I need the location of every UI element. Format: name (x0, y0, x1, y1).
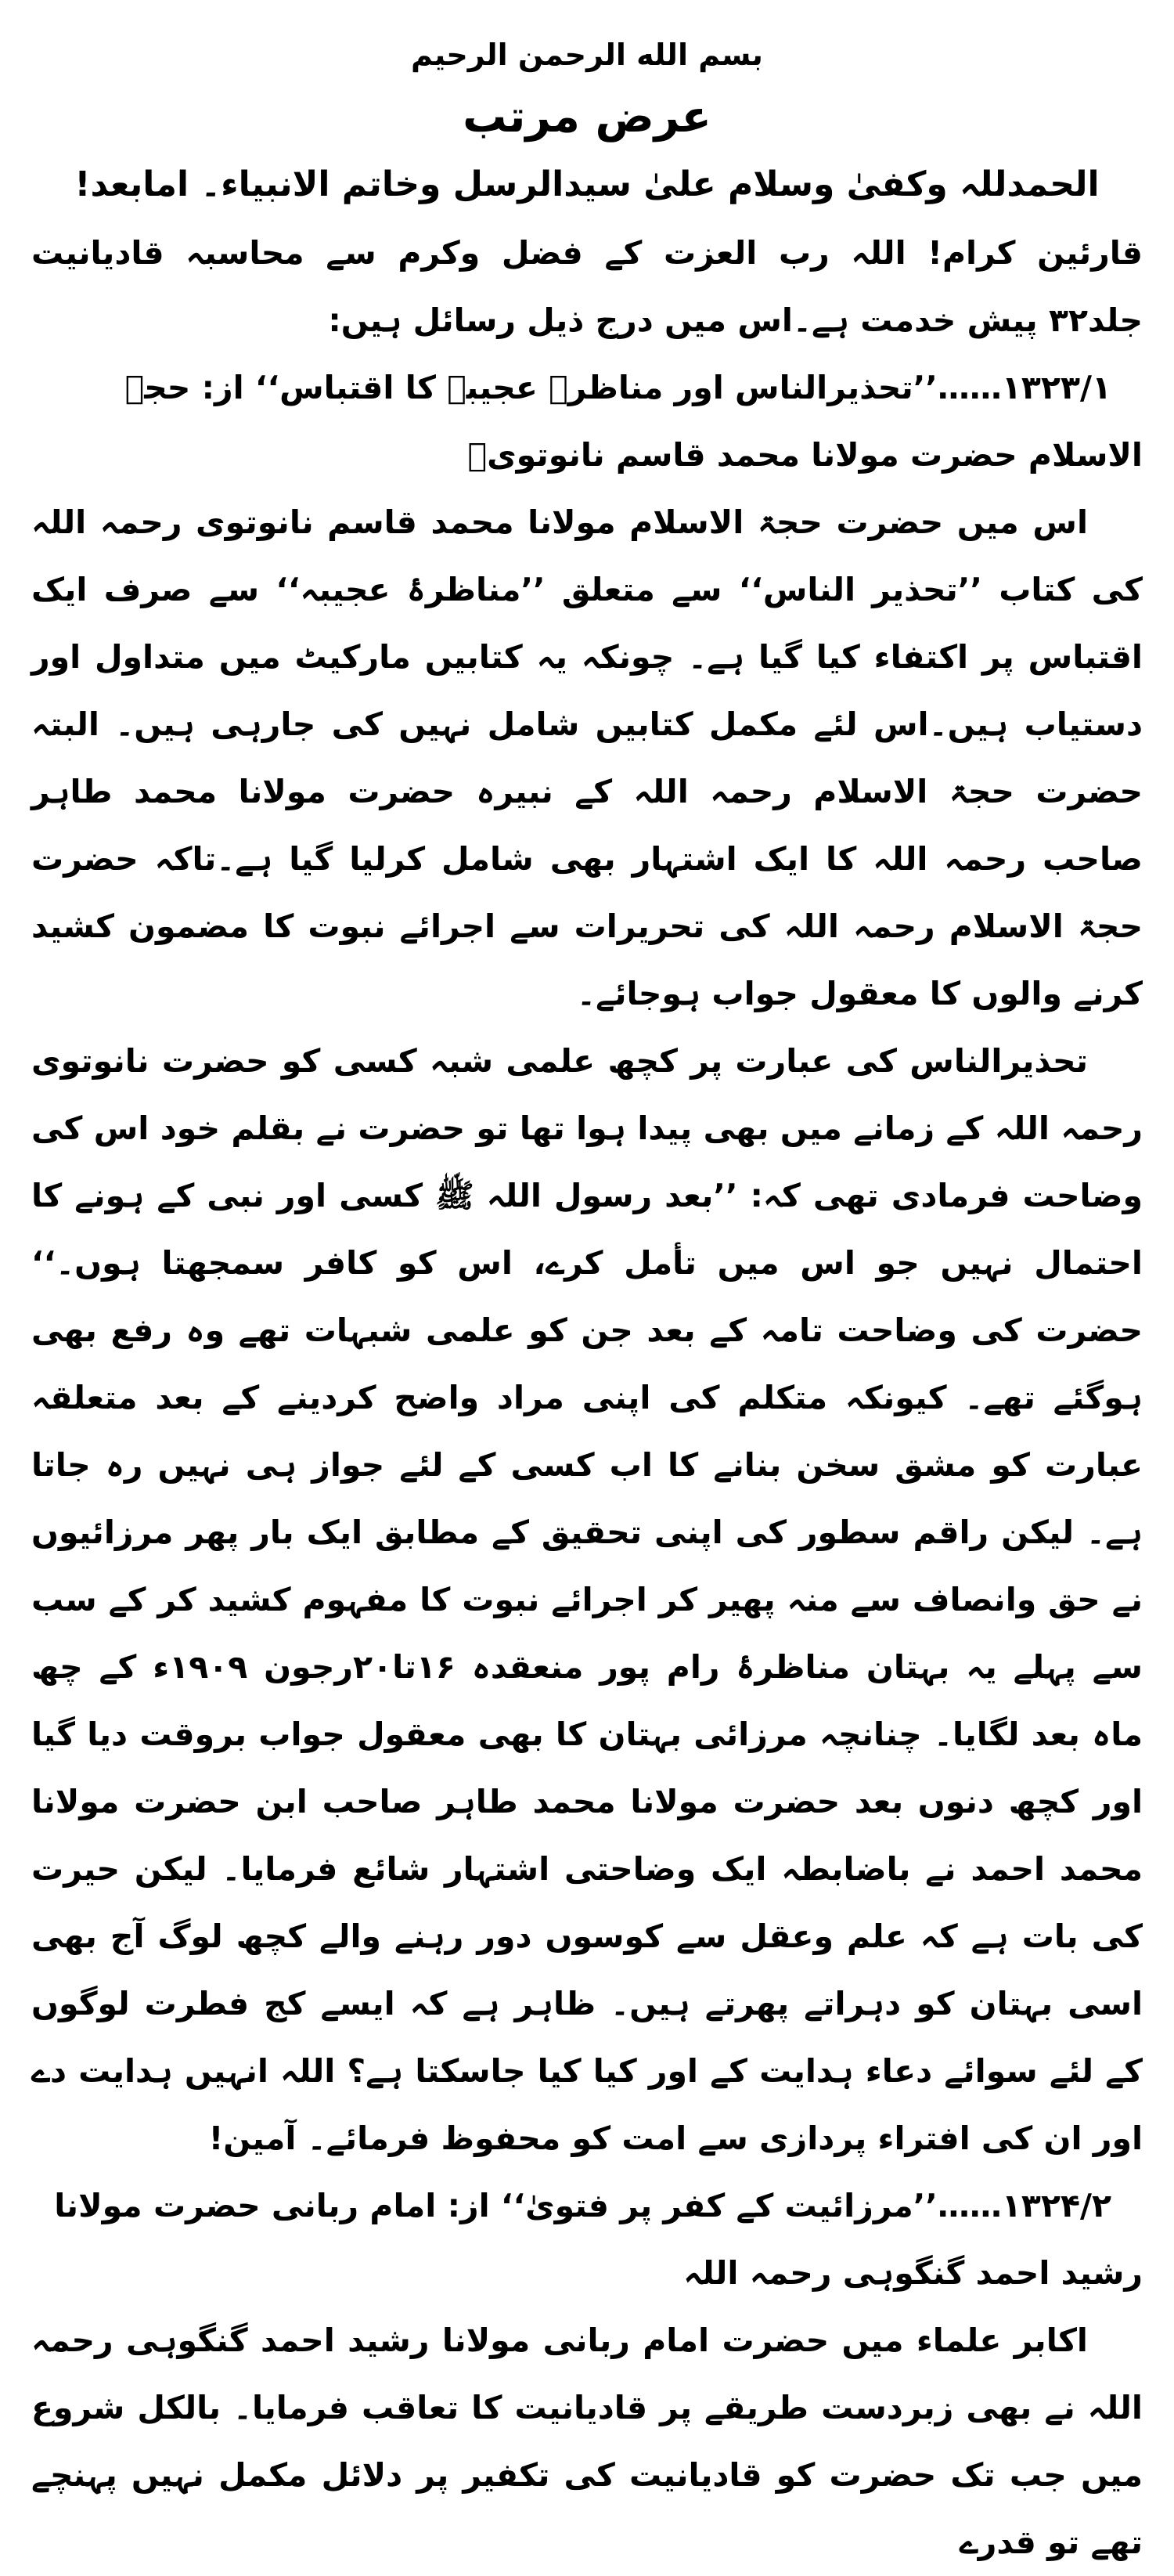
item-2-paragraph-1: اکابر علماء میں حضرت امام ربانی مولانا رشید احمد گنگوہی رحمہ اللہ نے بھی زبردست طریقے پر قادیانیت کا تعاقب فرمایا۔ بالکل شروع میں جب تک حضرت کو قادیانیت کی تکفیر پر دلائل مکمل نہیں پہنچے تھے تو قدرے (31, 2322, 1143, 2561)
item-1-title: ۱۳۲۳/۱……’’تحذیرالناس اور مناظرہ عجیبہ کا اقتباس‘‘ از: حجۃ الاسلام حضرت مولانا محمد قاسم نانوتویؒ (124, 369, 1143, 474)
item-1-paragraph-1: اس میں حضرت حجۃ الاسلام مولانا محمد قاسم نانوتوی رحمہ اللہ کی کتاب ’’تحذیر الناس‘‘ سے متعلق ’’مناظرۂ عجیبہ‘‘ سے صرف ایک اقتباس پر اکتفاء کیا گیا ہے۔ چونکہ یہ کتابیں مارکیٹ میں متداول اور دستیاب ہیں۔اس لئے مکمل کتابیں شامل نہیں کی جارہی ہیں۔ البتہ حضرت حجۃ الاسلام رحمہ اللہ کے نبیرہ حضرت مولانا محمد طاہر صاحب رحمہ اللہ کا ایک اشتہار بھی شامل کرلیا گیا ہے۔تاکہ حضرت حجۃ الاسلام رحمہ اللہ کی تحریرات سے اجرائے نبوت کا مضمون کشید کرنے والوں کا معقول جواب ہوجائے۔ (31, 503, 1143, 1012)
salutation-line: الحمدللہ وکفیٰ وسلام علیٰ سیدالرسل وخاتم الانبیاء۔ امابعد! (74, 164, 1100, 204)
page-title: عرض مرتب (463, 92, 711, 143)
bismillah-calligraphy: بسم الله الرحمن الرحیم (411, 38, 763, 72)
document-page (31, 31, 1143, 2561)
intro-paragraph: قارئین کرام! اللہ رب العزت کے فضل وکرم سے محاسبہ قادیانیت جلد۳۲ پیش خدمت ہے۔اس میں درج ذیل رسائل ہیں: (31, 234, 1143, 339)
item-2-title: ۱۳۲۴/۲……’’مرزائیت کے کفر پر فتویٰ‘‘ از: امام ربانی حضرت مولانا رشید احمد گنگوہی رحمہ اللہ (54, 2187, 1143, 2292)
item-1-paragraph-2: تحذیرالناس کی عبارت پر کچھ علمی شبہ کسی کو حضرت نانوتوی رحمہ اللہ کے زمانے میں بھی پیدا ہوا تھا تو حضرت نے بقلم خود اس کی وضاحت فرمادی تھی کہ: ’’بعد رسول اللہ ﷺ کسی اور نبی کے ہونے کا احتمال نہیں جو اس میں تأمل کرے، اس کو کافر سمجھتا ہوں۔‘‘ حضرت کی وضاحت تامہ کے بعد جن کو علمی شبہات تھے وہ رفع بھی ہوگئے تھے۔ کیونکہ متکلم کی اپنی مراد واضح کردینے کے بعد متعلقہ عبارت کو مشق سخن بنانے کا اب کسی کے لئے جواز ہی نہیں رہ جاتا ہے۔ لیکن راقم سطور کی اپنی تحقیق کے مطابق ایک بار پھر مرزائیوں نے حق وانصاف سے منہ پھیر کر اجرائے نبوت کا مفہوم کشید کر کے سب سے پہلے یہ بہتان مناظرۂ رام پور منعقدہ ۱۶تا۲۰رجون ۱۹۰۹ء کے چھ ماہ بعد لگایا۔ چنانچہ مرزائی بہتان کا بھی معقول جواب بروقت دیا گیا اور کچھ دنوں بعد حضرت مولانا محمد طاہر صاحب ابن حضرت مولانا محمد احمد نے باضابطہ ایک وضاحتی اشتہار شائع فرمایا۔ لیکن حیرت کی بات ہے کہ علم وعقل سے کوسوں دور رہنے والے کچھ لوگ آج بھی اسی بہتان کو دہراتے پھرتے ہیں۔ ظاہر ہے کہ ایسے کج فطرت لوگوں کے لئے سوائے دعاء ہدایت کے اور کیا کیا جاسکتا ہے؟ اللہ انہیں ہدایت دے اور ان کی افتراء پردازی سے امت کو محفوظ فرمائے۔ آمین! (31, 1042, 1143, 2157)
